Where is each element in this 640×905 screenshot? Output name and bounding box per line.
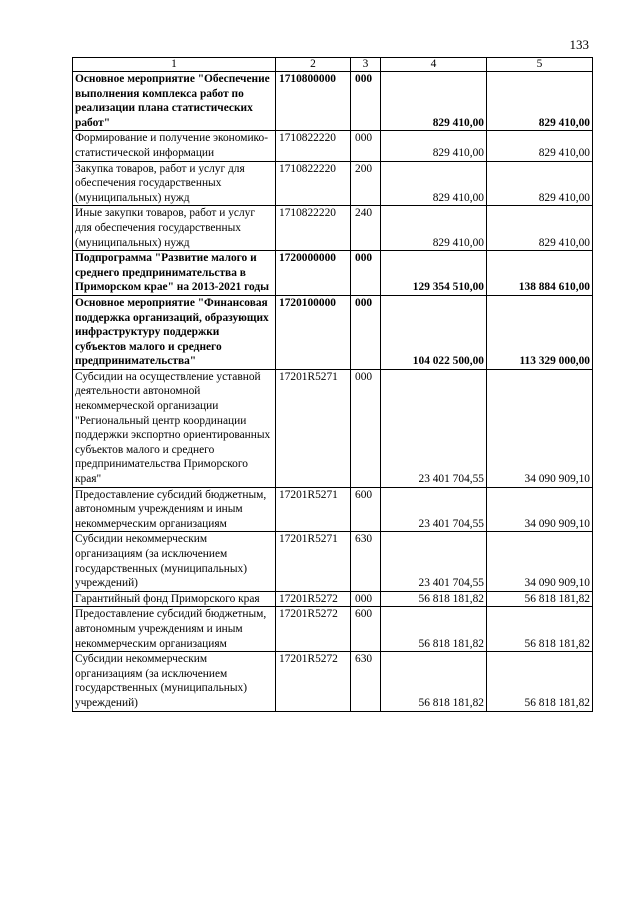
row-amount-year-2: 113 329 000,00: [487, 295, 593, 369]
row-target-code: 1710822220: [276, 161, 351, 206]
header-col-3: 3: [351, 58, 381, 72]
row-expense-type: 200: [351, 161, 381, 206]
row-name: Закупка товаров, работ и услуг для обеспечения государственных (муниципальных) нужд: [73, 161, 276, 206]
row-expense-type: 000: [351, 131, 381, 161]
row-name: Подпрограмма "Развитие малого и среднего предпринимательства в Приморском крае" на 2013-2021 годы: [73, 251, 276, 296]
row-amount-year-2: 829 410,00: [487, 72, 593, 131]
header-col-1: 1: [73, 58, 276, 72]
table-row: [73, 591, 593, 607]
row-amount-year-2: 34 090 909,10: [487, 532, 593, 591]
header-col-2: 2: [276, 58, 351, 72]
row-amount-year-1: 829 410,00: [381, 131, 487, 161]
row-amount-year-1: 23 401 704,55: [381, 369, 487, 487]
row-amount-year-2: 829 410,00: [487, 131, 593, 161]
table-row: [73, 206, 593, 251]
row-name: Предоставление субсидий бюджетным, автономным учреждениям и иным некоммерческим организациям: [73, 487, 276, 532]
row-name: Субсидии на осуществление уставной деятельности автономной некоммерческой организации "Региональный центр координации поддержки экспортно ориентированных субъектов малого и среднего предпринимательства Приморского края": [73, 369, 276, 487]
row-expense-type: 630: [351, 652, 381, 711]
row-expense-type: 000: [351, 591, 381, 607]
row-target-code: 1710800000: [276, 72, 351, 131]
row-expense-type: 000: [351, 295, 381, 369]
row-target-code: 1710822220: [276, 206, 351, 251]
row-amount-year-1: 23 401 704,55: [381, 532, 487, 591]
table-row: [73, 131, 593, 161]
row-amount-year-1: 829 410,00: [381, 206, 487, 251]
table-row: [73, 487, 593, 532]
row-amount-year-2: 138 884 610,00: [487, 251, 593, 296]
row-target-code: 17201R5272: [276, 652, 351, 711]
table-row: [73, 369, 593, 487]
row-amount-year-2: 829 410,00: [487, 206, 593, 251]
row-name: Основное мероприятие "Финансовая поддержка организаций, образующих инфраструктуру поддержки субъектов малого и среднего предпринимательства": [73, 295, 276, 369]
table-row: [73, 72, 593, 131]
row-amount-year-1: 829 410,00: [381, 72, 487, 131]
row-amount-year-1: 829 410,00: [381, 161, 487, 206]
table-header: [73, 58, 593, 72]
table-body: [73, 72, 593, 712]
row-name: Гарантийный фонд Приморского края: [73, 591, 276, 607]
row-expense-type: 240: [351, 206, 381, 251]
row-amount-year-1: 56 818 181,82: [381, 607, 487, 652]
row-amount-year-2: 34 090 909,10: [487, 369, 593, 487]
table-row: [73, 652, 593, 711]
row-expense-type: 000: [351, 72, 381, 131]
row-amount-year-2: 56 818 181,82: [487, 652, 593, 711]
budget-table: [72, 57, 593, 712]
row-name: Основное мероприятие "Обеспечение выполнения комплекса работ по реализации плана статистических работ": [73, 72, 276, 131]
row-name: Субсидии некоммерческим организациям (за исключением государственных (муниципальных) учреждений): [73, 652, 276, 711]
row-target-code: 17201R5272: [276, 591, 351, 607]
row-name: Иные закупки товаров, работ и услуг для обеспечения государственных (муниципальных) нужд: [73, 206, 276, 251]
row-amount-year-1: 104 022 500,00: [381, 295, 487, 369]
row-amount-year-1: 129 354 510,00: [381, 251, 487, 296]
row-amount-year-1: 56 818 181,82: [381, 652, 487, 711]
row-name: Предоставление субсидий бюджетным, автономным учреждениям и иным некоммерческим организациям: [73, 607, 276, 652]
table-row: [73, 295, 593, 369]
table-row: [73, 532, 593, 591]
header-col-4: 4: [381, 58, 487, 72]
table-row: [73, 607, 593, 652]
row-expense-type: 000: [351, 251, 381, 296]
row-target-code: 17201R5271: [276, 487, 351, 532]
row-name: Формирование и получение экономико-статистической информации: [73, 131, 276, 161]
table-row: [73, 251, 593, 296]
row-amount-year-2: 56 818 181,82: [487, 591, 593, 607]
row-amount-year-2: 34 090 909,10: [487, 487, 593, 532]
row-expense-type: 600: [351, 487, 381, 532]
row-amount-year-2: 829 410,00: [487, 161, 593, 206]
row-target-code: 17201R5272: [276, 607, 351, 652]
row-amount-year-2: 56 818 181,82: [487, 607, 593, 652]
header-row: [73, 58, 593, 72]
page-number: 133: [569, 37, 589, 52]
table-row: [73, 161, 593, 206]
row-expense-type: 630: [351, 532, 381, 591]
row-target-code: 1720000000: [276, 251, 351, 296]
row-target-code: 1710822220: [276, 131, 351, 161]
row-target-code: 1720100000: [276, 295, 351, 369]
row-amount-year-1: 56 818 181,82: [381, 591, 487, 607]
row-expense-type: 600: [351, 607, 381, 652]
row-amount-year-1: 23 401 704,55: [381, 487, 487, 532]
row-expense-type: 000: [351, 369, 381, 487]
row-target-code: 17201R5271: [276, 532, 351, 591]
row-name: Субсидии некоммерческим организациям (за исключением государственных (муниципальных) учреждений): [73, 532, 276, 591]
header-col-5: 5: [487, 58, 593, 72]
row-target-code: 17201R5271: [276, 369, 351, 487]
